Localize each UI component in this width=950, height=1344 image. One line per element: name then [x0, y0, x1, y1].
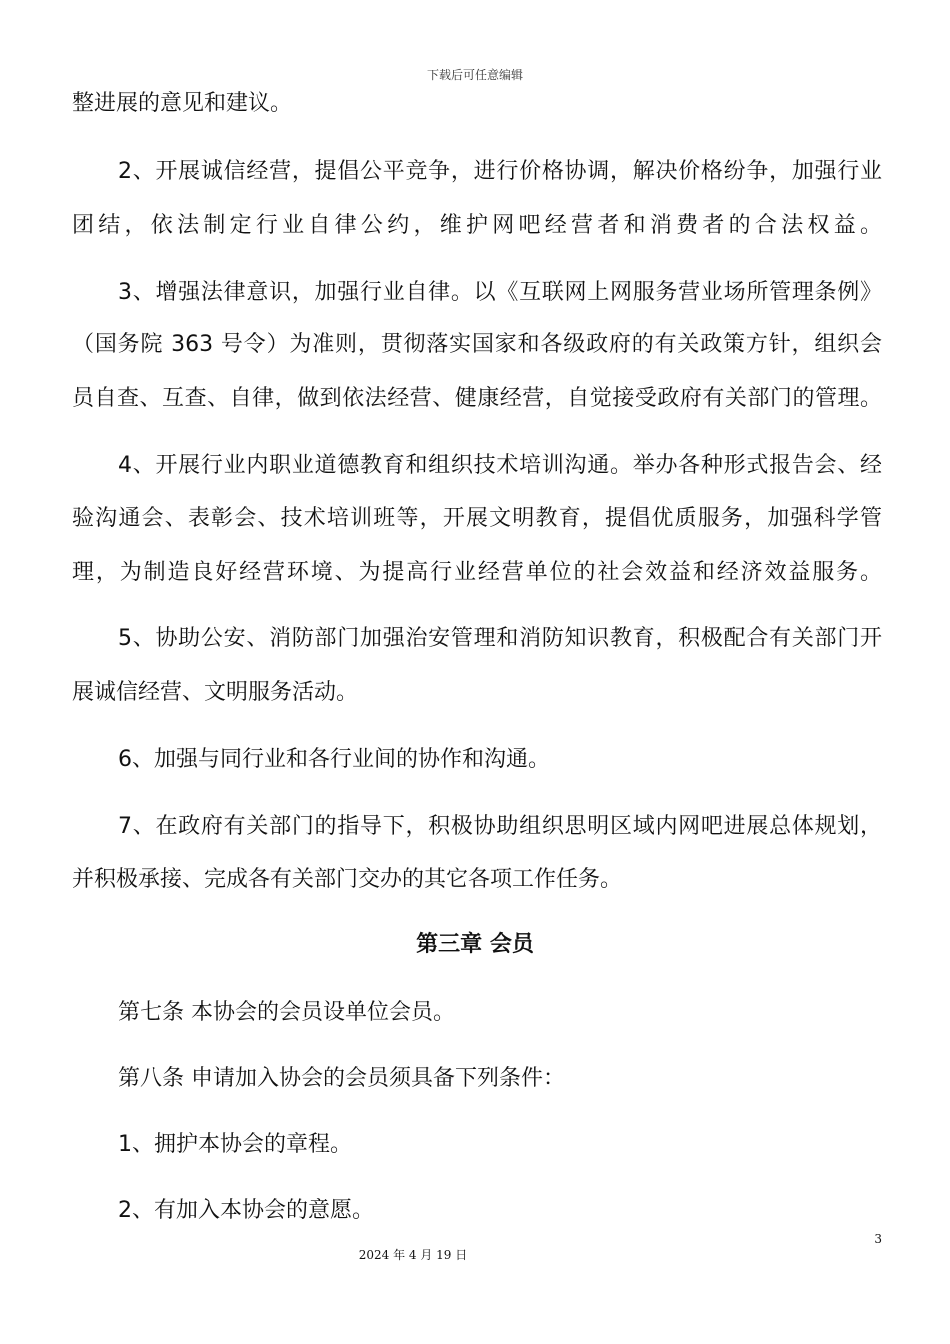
- body-line: 整进展的意见和建议。: [72, 91, 293, 116]
- body-line: 并积极承接、完成各有关部门交办的其它各项工作任务。: [72, 867, 623, 892]
- body-line: 理，为制造良好经营环境、为提高行业经营单位的社会效益和经济效益服务。: [72, 560, 882, 585]
- article-line: 第八条 申请加入协会的会员须具备下列条件：: [118, 1066, 565, 1091]
- chapter-title: 第三章 会员: [416, 932, 534, 957]
- body-line: 团结，依法制定行业自律公约，维护网吧经营者和消费者的合法权益。: [72, 213, 882, 238]
- article-line: 2、有加入本协会的意愿。: [118, 1198, 374, 1223]
- body-line: 5、协助公安、消防部门加强治安管理和消防知识教育，积极配合有关部门开: [118, 626, 882, 651]
- body-line: 2、开展诚信经营，提倡公平竞争，进行价格协调，解决价格纷争，加强行业: [118, 159, 882, 184]
- body-line: 验沟通会、表彰会、技术培训班等，开展文明教育，提倡优质服务，加强科学管: [72, 506, 882, 531]
- page-header: 下载后可任意编辑: [426, 68, 523, 82]
- body-line: 员自查、互查、自律，做到依法经营、健康经营，自觉接受政府有关部门的管理。: [72, 386, 882, 411]
- article-line: 第七条 本协会的会员设单位会员。: [118, 1000, 455, 1025]
- body-line: 6、加强与同行业和各行业间的协作和沟通。: [118, 747, 550, 772]
- body-line: 展诚信经营、文明服务活动。: [72, 680, 359, 705]
- page-footer-date: 2024 年 4 月 19 日: [358, 1248, 468, 1262]
- body-line: 7、在政府有关部门的指导下，积极协助组织思明区域内网吧进展总体规划，: [118, 814, 882, 839]
- body-line: 4、开展行业内职业道德教育和组织技术培训沟通。举办各种形式报告会、经: [118, 453, 882, 478]
- body-line: （国务院 363 号令）为准则，贯彻落实国家和各级政府的有关政策方针，组织会: [72, 332, 882, 357]
- body-line: 3、增强法律意识，加强行业自律。以《互联网上网服务营业场所管理条例》: [118, 280, 882, 305]
- article-line: 1、拥护本协会的章程。: [118, 1132, 352, 1157]
- page-number: 3: [874, 1232, 882, 1246]
